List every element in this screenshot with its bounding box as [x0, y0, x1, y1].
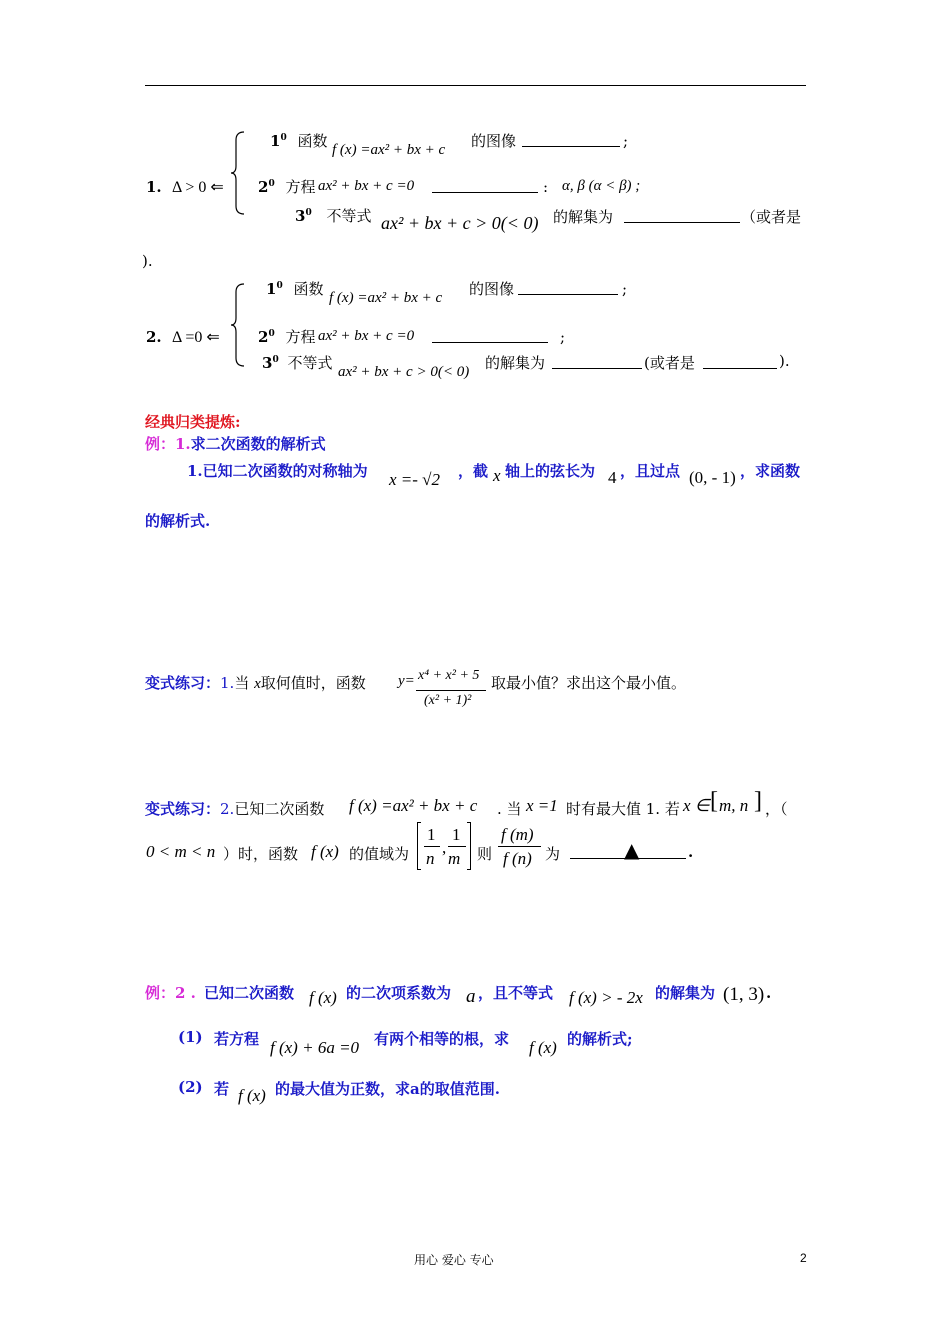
section2-item3-formula: ax² + bx + c > 0(< 0)	[338, 364, 470, 380]
variant1-denominator: (x² + 1)²	[424, 693, 472, 708]
section2-brace	[230, 282, 246, 368]
section2-item3-blank2	[703, 354, 777, 369]
example2-fx: f (x)	[309, 988, 337, 1007]
example1-point: (0, - 1)	[689, 468, 736, 487]
section2-item2: $2^0$ 方程	[258, 328, 316, 346]
section2-item1-tail: 的图像	[469, 280, 515, 298]
section1-brace	[230, 130, 246, 216]
section2-number: 2.	[146, 328, 162, 346]
section2-item1-blank	[518, 280, 618, 295]
footer-text: 用心 爱心 专心	[414, 1253, 494, 1267]
example2-q2-b: 的最大值为正数，求a的取值范围.	[275, 1080, 500, 1098]
example1-axis-formula: x =- √2	[389, 470, 441, 489]
example2-text-d: 的解集为	[655, 984, 716, 1002]
example2-text-a: 已知二次函数	[204, 984, 295, 1002]
variant2-text-c: 时有最大值 1. 若	[566, 800, 680, 818]
example2-q1-a: 若方程	[214, 1030, 260, 1048]
example1-text-d: ，且过点	[620, 462, 681, 480]
example2-ineq: f (x) > - 2x	[569, 988, 643, 1007]
section1-item3-tail: 的解集为	[553, 208, 614, 226]
variant2-frac2-den: m	[448, 849, 461, 868]
section1-item1-end: ;	[623, 132, 629, 150]
variant2-frac3-num: f (m)	[501, 825, 534, 844]
example1-text-f: 的解析式.	[145, 512, 211, 530]
variant1-y-eq: y=	[398, 673, 415, 689]
example2-text-c: ，且不等式	[478, 984, 554, 1002]
example2-a: a	[466, 986, 476, 1007]
section1-item2-roots: α, β (α < β) ;	[562, 178, 641, 194]
variant2-text-h: 为	[545, 845, 561, 863]
example1-text-e: ，求函数	[740, 462, 801, 480]
example1-text-a: 1.已知二次函数的对称轴为	[187, 462, 368, 480]
example2-q1-formula2: f (x)	[529, 1038, 557, 1057]
variant2-formula-f: f (x) =ax² + bx + c	[349, 796, 478, 815]
section1-item1-formula: f (x) =ax² + bx + c	[332, 142, 446, 158]
variant2-text-g: 则	[477, 845, 493, 863]
example2-set: (1, 3)	[723, 984, 765, 1005]
variant2-range: 0 < m < n	[146, 842, 216, 861]
variant2-x1: x =1	[526, 796, 558, 815]
variant2-frac3-den: f (n)	[503, 849, 532, 868]
variant2-frac1-bar	[424, 846, 440, 847]
example2-q2-label: (2)	[178, 1078, 203, 1096]
example2-text-b: 的二次项系数为	[346, 984, 452, 1002]
classic-heading: 经典归类提炼:	[145, 413, 241, 431]
variant2-text-e: ）时，函数	[223, 845, 299, 863]
section2-item3-blank1	[552, 354, 642, 369]
header-rule	[145, 85, 806, 86]
section2-item1: $1^0$ 函数	[266, 280, 324, 298]
example2-q1-formula: f (x) + 6a =0	[270, 1038, 360, 1057]
page-number: 2	[800, 1251, 807, 1265]
example1-text-b: ，截	[458, 462, 489, 480]
variant1-line: 变式练习：1.当 x取何值时，函数	[145, 674, 366, 692]
section2-condition: Δ =0 ⇐	[172, 329, 220, 346]
variant2-x-in: x ∈	[683, 796, 710, 815]
section1-item1-tail: 的图像	[471, 132, 517, 150]
variant1-fraction-bar	[416, 690, 486, 691]
variant2-interval-close: ]	[754, 788, 762, 814]
variant2-text-b: . 当	[497, 800, 522, 818]
example2-q2-a: 若	[214, 1080, 230, 1098]
variant2-line1: 变式练习：2.已知二次函数	[145, 800, 325, 818]
section2-item2-end: ;	[560, 328, 566, 346]
section2-item3-end: ).	[779, 352, 790, 370]
variant2-fx: f (x)	[311, 842, 339, 861]
example1-x: x	[493, 466, 501, 485]
variant2-interval-open: [	[710, 788, 718, 814]
section1-item3-end: （或者是	[741, 208, 802, 226]
variant2-text-f: 的值域为	[349, 845, 410, 863]
section1-item3: $3^0$ 不等式	[295, 207, 372, 225]
example2-q1-label: (1)	[178, 1028, 203, 1046]
example2-q2-formula: f (x)	[238, 1086, 266, 1105]
section1-item2: $2^0$ 方程	[258, 178, 316, 196]
section1-item3-formula: ax² + bx + c > 0(< 0)	[381, 213, 539, 233]
example2-label: 例：2 .	[145, 984, 196, 1002]
section2-item1-formula: f (x) =ax² + bx + c	[329, 290, 443, 306]
variant1-tail: 取最小值？求出这个最小值。	[491, 674, 687, 692]
variant2-frac-comma: ,	[442, 838, 447, 857]
variant1-numerator: x⁴ + x² + 5	[418, 668, 480, 683]
example1-length: 4	[608, 468, 617, 487]
section2-item2-formula: ax² + bx + c =0	[318, 328, 415, 344]
variant2-frac1-num: 1	[427, 825, 436, 844]
variant2-frac3-bar	[498, 846, 541, 847]
section1-item2-formula: ax² + bx + c =0	[318, 178, 415, 194]
section1-item1: $1^0$ 函数	[270, 132, 328, 150]
variant2-frac2-bar	[448, 846, 466, 847]
variant2-frac1-den: n	[426, 849, 435, 868]
section1-condition: Δ > 0 ⇐	[172, 179, 224, 196]
section1-number: 1.	[146, 178, 162, 196]
example2-q1-c: 的解析式;	[567, 1030, 633, 1048]
section1-item1-blank	[522, 132, 620, 147]
section2-item3-tail: 的解集为	[485, 354, 546, 372]
variant2-end: .	[688, 843, 694, 861]
section1-item2-colon: :	[543, 178, 549, 196]
example2-text-e: .	[766, 984, 772, 1002]
section2-item3-mid: (或者是	[644, 354, 695, 372]
section2-item3: $3^0$ 不等式	[262, 354, 333, 372]
section1-item2-blank	[432, 178, 538, 193]
variant2-text-d: ，（	[765, 800, 788, 818]
example1-text-c: 轴上的弦长为	[505, 462, 596, 480]
variant2-frac2-num: 1	[452, 825, 461, 844]
variant2-mn: m, n	[719, 796, 749, 815]
example2-q1-b: 有两个相等的根，求	[374, 1030, 510, 1048]
variant2-triangle-icon: ▲	[624, 838, 640, 862]
section2-item1-end: ;	[622, 280, 628, 298]
section1-item3-blank	[624, 208, 740, 223]
section1-continuation: ).	[142, 252, 153, 270]
example1-heading: 例：1.求二次函数的解析式	[145, 435, 326, 453]
section2-item2-blank	[432, 328, 548, 343]
